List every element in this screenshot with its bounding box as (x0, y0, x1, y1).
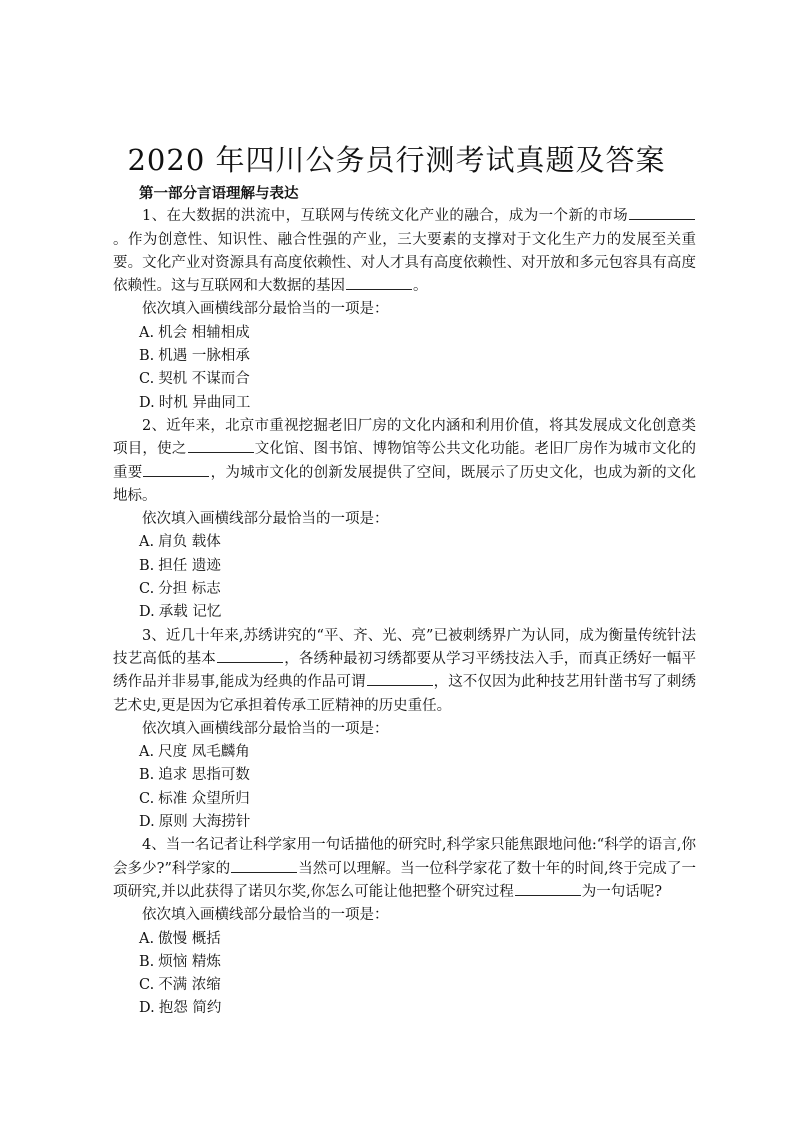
option-letter: D. (139, 604, 155, 621)
option-text: 追求 思指可数 (158, 767, 250, 784)
stem-text: ，各绣种最初习绣都要从学习平绣技法入手，而真正绣好一幅平绣作品并非易事,能成为经典的作品可谓 (113, 650, 696, 691)
stem-text: 2、近年来，北京市重视挖掘老旧厂房的文化内涵和利用价值，将其发展成文化创意类项目，使之 (113, 417, 696, 458)
fill-blank (143, 462, 209, 477)
section-title: 第一部分言语理解与表达 (139, 185, 299, 202)
document-title: 2020 年四川公务员行测考试真题及答案 (127, 143, 666, 177)
option-letter: B. (139, 348, 155, 365)
document-body (113, 182, 696, 1021)
option-letter: A. (139, 534, 155, 551)
option-b (113, 345, 696, 368)
option-letter: D. (139, 1000, 155, 1017)
option-text: 时机 异曲同工 (158, 394, 251, 411)
question-stem (113, 205, 696, 298)
question-stem (113, 415, 696, 508)
option-a (113, 322, 696, 345)
option-letter: B. (139, 557, 155, 574)
stem-text: 当然可以理解。当一位科学家花了数十年的时间,终于完成了一项研究,并以此获得了诺贝尔奖,你怎么可能让他把整个研究过程 (113, 860, 697, 900)
stem-text: 文化馆、图书馆、博物馆等公共文化功能。老旧厂房作为城市文化的重要 (113, 441, 697, 481)
stem-text: 。 (413, 278, 428, 295)
question-1 (113, 205, 696, 415)
option-letter: C. (139, 977, 155, 994)
stem-text: 3、近几十年来,苏绣讲究的“平、齐、光、亮”已被刺绣界广为认同，成为衡量传统针法技艺高低的基本 (113, 627, 696, 667)
question-prompt: 依次填入画横线部分最恰当的一项是： (142, 720, 389, 737)
option-letter: D. (139, 394, 155, 411)
option-letter: B. (139, 953, 155, 970)
option-c (113, 788, 696, 811)
option-b (113, 555, 696, 578)
option-letter: A. (139, 744, 155, 761)
fill-blank (515, 881, 581, 896)
fill-blank (217, 648, 283, 663)
option-letter: D. (139, 814, 155, 831)
option-text: 傲慢 概括 (158, 930, 221, 947)
question-prompt: 依次填入画横线部分最恰当的一项是： (142, 511, 389, 528)
option-letter: C. (139, 371, 155, 388)
option-c (113, 368, 696, 391)
option-a (113, 531, 696, 554)
option-text: 担任 遗迹 (158, 557, 221, 574)
stem-text: 。作为创意性、知识性、融合性强的产业，三大要素的支撑对于文化生产力的发展至关重要。文化产业对资源具有高度依赖性、对人才具有高度依赖性、对开放和多元包容具有高度依赖性。这与互联网和大数据的基因 (113, 231, 696, 295)
fill-blank (231, 858, 297, 873)
stem-text: ，为城市文化的创新发展提供了空间，既展示了历史文化，也成为新的文化地标。 (113, 464, 697, 504)
option-b (113, 951, 696, 974)
option-letter: A. (139, 930, 155, 947)
option-text: 尺度 凤毛麟角 (158, 744, 250, 761)
option-letter: B. (139, 767, 155, 784)
option-c (113, 578, 696, 601)
question-prompt: 依次填入画横线部分最恰当的一项是： (142, 907, 389, 924)
stem-text: 4、当一名记者让科学家用一句话描他的研究时,科学家只能焦跟地问他:“科学的语言,你会多少?”科学家的 (113, 837, 696, 877)
option-a (113, 928, 696, 951)
option-letter: A. (139, 324, 155, 341)
question-prompt: 依次填入画横线部分最恰当的一项是： (142, 301, 389, 318)
question-2 (113, 415, 696, 625)
option-d (113, 601, 696, 624)
option-letter: C. (139, 581, 155, 598)
question-4 (113, 834, 696, 1020)
option-text: 原则 大海捞针 (158, 814, 251, 831)
question-stem (113, 625, 696, 718)
option-d (113, 997, 696, 1020)
option-a (113, 741, 696, 764)
option-text: 契机 不谋而合 (158, 371, 250, 388)
stem-text: ，这不仅因为此种技艺用针凿书写了刺绣艺术史,更是因为它承担着传承工匠精神的历史重任。 (113, 674, 697, 714)
option-text: 承载 记忆 (158, 604, 222, 621)
option-text: 机会 相辅相成 (158, 324, 250, 341)
fill-blank (629, 205, 695, 220)
option-letter: C. (139, 790, 155, 807)
question-stem (113, 834, 696, 904)
option-b (113, 764, 696, 787)
question-3 (113, 625, 696, 835)
fill-blank (346, 275, 412, 290)
fill-blank (188, 438, 254, 453)
option-text: 抱怨 简约 (158, 1000, 222, 1017)
option-text: 肩负 载体 (158, 534, 221, 551)
option-d (113, 811, 696, 834)
option-text: 机遇 一脉相承 (158, 348, 250, 365)
option-text: 不满 浓缩 (158, 977, 221, 994)
option-text: 烦恼 精炼 (158, 953, 221, 970)
option-text: 标准 众望所归 (158, 790, 250, 807)
option-text: 分担 标志 (158, 581, 221, 598)
option-c (113, 974, 696, 997)
option-d (113, 392, 696, 415)
stem-text: 为一句话呢? (581, 883, 662, 900)
fill-blank (367, 671, 433, 686)
stem-text: 1、在大数据的洪流中，互联网与传统文化产业的融合，成为一个新的市场 (142, 208, 628, 225)
